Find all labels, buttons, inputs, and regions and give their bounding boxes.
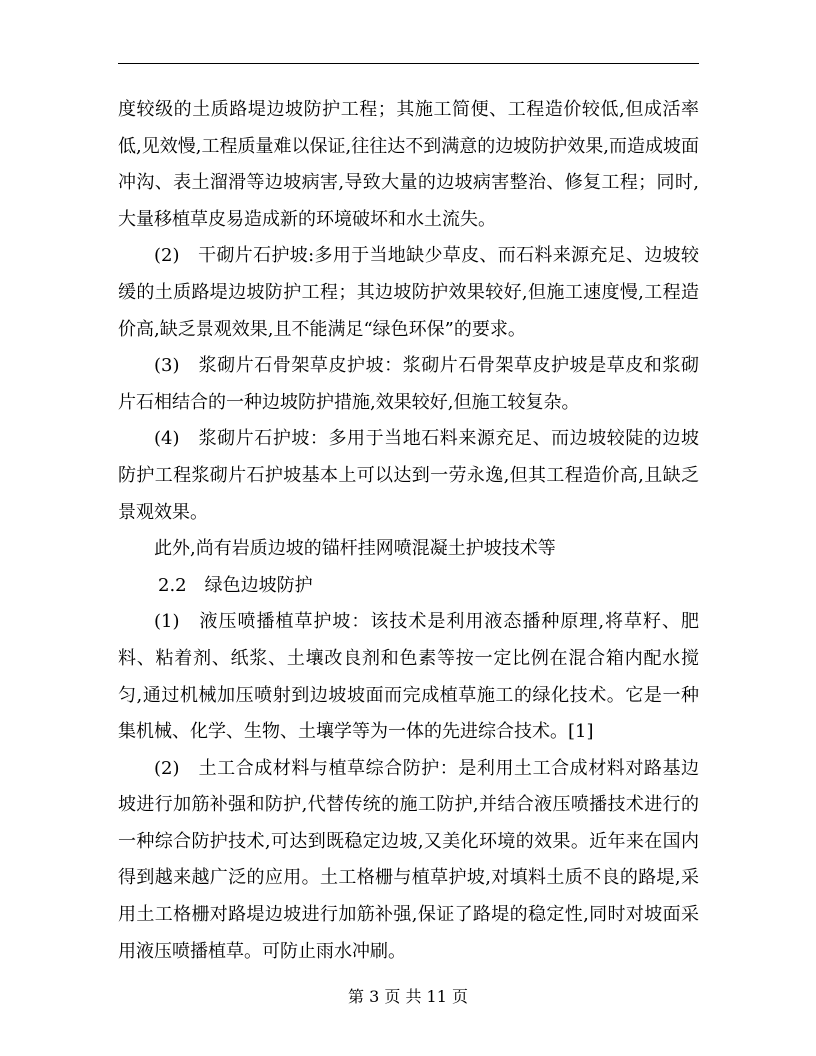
paragraph-mortar-stone-slope: (4) 浆砌片石护坡：多用于当地石料来源充足、而边坡较陡的边坡防护工程浆砌片石护坡基本上可以达到一劳永逸,但其工程造价高,且缺乏景观效果。 <box>118 428 699 523</box>
paragraph-dry-stone-slope: (2) 干砌片石护坡:多用于当地缺少草皮、而石料来源充足、边坡较缓的土质路堤边坡防护工程；其边坡防护效果较好,但施工速度慢,工程造价高,缺乏景观效果,且不能满足“绿色环保”的要求。 <box>118 245 699 340</box>
header-rule <box>118 63 699 64</box>
page-number-label: 第 3 页 共 11 页 <box>348 987 468 1006</box>
page-body <box>118 92 699 970</box>
paragraph-hydroseeding: (1) 液压喷播植草护坡：该技术是利用液态播种原理,将草籽、肥料、粘着剂、纸浆、土壤改良剂和色素等按一定比例在混合箱内配水搅匀,通过机械加压喷射到边坡坡面而完成植草施工的绿化技术。它是一种集机械、化学、生物、土壤学等为一体的先进综合技术。[1] <box>118 611 699 743</box>
page-footer <box>0 987 816 1007</box>
section-heading-green-slope: 2.2 绿色边坡防护 <box>158 574 313 596</box>
paragraph-rock-slope-note: 此外,尚有岩质边坡的锚杆挂网喷混凝土护坡技术等 <box>154 538 556 560</box>
paragraph-continuation: 度较级的土质路堤边坡防护工程；其施工简便、工程造价较低,但成活率低,见效慢,工程质量难以保证,往往达不到满意的边坡防护效果,而造成坡面冲沟、表土溜滑等边坡病害,导致大量的边坡病害整治、修复工程；同时,大量移植草皮易造成新的环境破坏和水土流失。 <box>118 99 699 230</box>
paragraph-geosynthetic-grass: (2) 土工合成材料与植草综合防护：是利用土工合成材料对路基边坡进行加筋补强和防护,代替传统的施工防护,并结合液压喷播技术进行的一种综合防护技术,可达到既稳定边坡,又美化环境的效果。近年来在国内得到越来越广泛的应用。土工格栅与植草护坡,对填料土质不良的路堤,采用土工格栅对路堤边坡进行加筋补强,保证了路堤的稳定性,同时对坡面采用液压喷播植草。可防止雨水冲刷。 <box>118 757 699 962</box>
paragraph-mortar-frame-grass-slope: (3) 浆砌片石骨架草皮护坡：浆砌片石骨架草皮护坡是草皮和浆砌片石相结合的一种边坡防护措施,效果较好,但施工较复杂。 <box>118 355 699 413</box>
